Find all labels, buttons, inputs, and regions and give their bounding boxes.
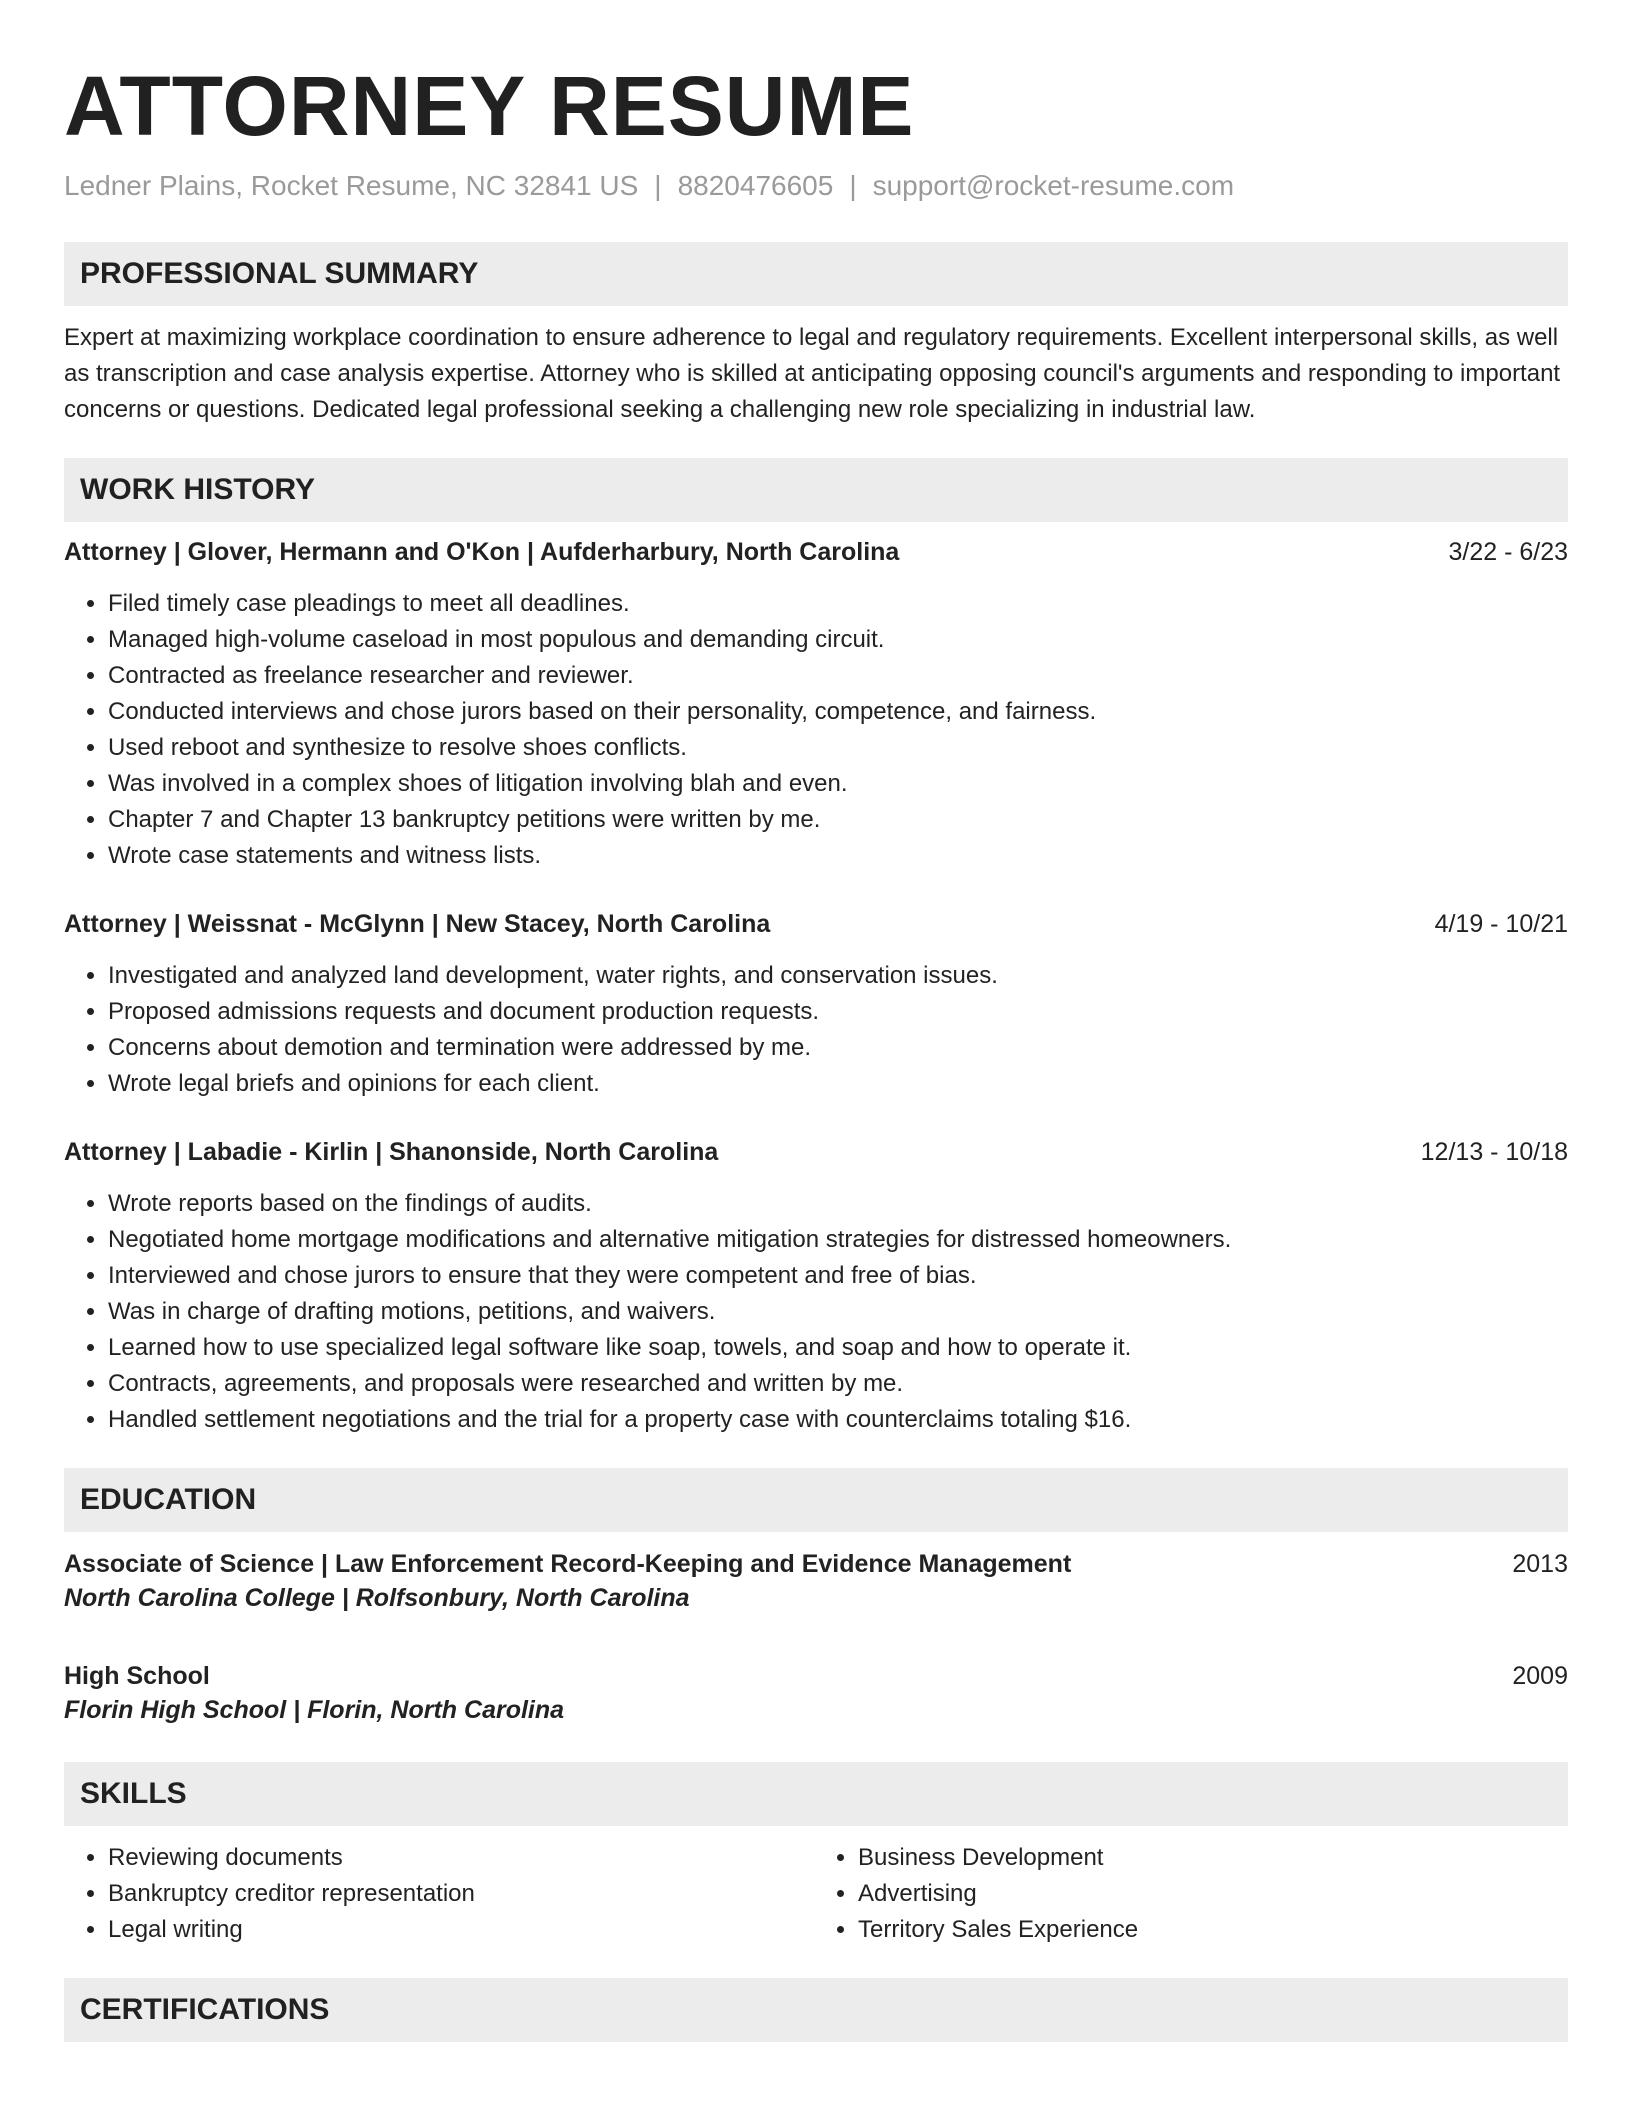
contact-address: Ledner Plains, Rocket Resume, NC 32841 US	[64, 170, 639, 201]
summary-section-header: PROFESSIONAL SUMMARY	[64, 242, 1568, 306]
job-header	[64, 536, 1568, 568]
job-heading: Attorney | Glover, Hermann and O'Kon | Aufderharbury, North Carolina	[64, 538, 900, 566]
skills-list	[64, 1840, 1568, 1948]
contact-line	[64, 168, 1568, 204]
education-section-header: EDUCATION	[64, 1468, 1568, 1532]
job-entry	[64, 908, 1568, 1102]
job-date: 12/13 - 10/18	[1420, 1138, 1568, 1166]
job-entry	[64, 1136, 1568, 1438]
skill-item: • Territory Sales Experience	[858, 1912, 1568, 1948]
contact-separator: |	[849, 170, 857, 201]
education-year: 2013	[1512, 1550, 1568, 1578]
job-bullet: • Filed timely case pleadings to meet all deadlines.	[108, 586, 1568, 622]
job-bullet: • Learned how to use specialized legal software like soap, towels, and soap and how to operate it.	[108, 1330, 1568, 1366]
skill-item: • Business Development	[858, 1840, 1568, 1876]
job-bullet: • Interviewed and chose jurors to ensure that they were competent and free of bias.	[108, 1258, 1568, 1294]
job-bullet: • Concerns about demotion and termination were addressed by me.	[108, 1030, 1568, 1066]
job-bullet: • Wrote legal briefs and opinions for each client.	[108, 1066, 1568, 1102]
job-bullet: • Wrote case statements and witness lists.	[108, 838, 1568, 874]
job-bullet-list	[64, 586, 1568, 874]
education-list	[64, 1548, 1568, 1728]
contact-phone: 8820476605	[677, 170, 834, 201]
job-header	[64, 908, 1568, 940]
job-bullet: • Negotiated home mortgage modifications and alternative mitigation strategies for distressed homeowners.	[108, 1222, 1568, 1258]
resume-title: ATTORNEY RESUME	[64, 59, 915, 153]
education-header	[64, 1660, 1568, 1692]
summary-text: Expert at maximizing workplace coordination to ensure adherence to legal and regulatory requirements. Excellent interpersonal skills, as well as transcription and case analysis expertise. Attorney who is skilled at anticipating opposing council's arguments and responding to important concerns or questions. Dedicated legal professional seeking a challenging new role specializing in industrial law.	[64, 324, 1561, 423]
job-header	[64, 1136, 1568, 1168]
education-school: North Carolina College | Rolfsonbury, North Carolina	[64, 1584, 690, 1612]
skill-item: • Legal writing	[108, 1912, 818, 1948]
education-entry	[64, 1548, 1568, 1616]
skills-column-right	[818, 1840, 1568, 1948]
job-entry	[64, 536, 1568, 874]
job-heading: Attorney | Weissnat - McGlynn | New Stacey, North Carolina	[64, 910, 771, 938]
job-bullet: • Proposed admissions requests and document production requests.	[108, 994, 1568, 1030]
education-school: Florin High School | Florin, North Carolina	[64, 1696, 565, 1724]
education-degree: High School	[64, 1662, 210, 1690]
skill-item: • Reviewing documents	[108, 1840, 818, 1876]
education-year: 2009	[1512, 1662, 1568, 1690]
job-date: 3/22 - 6/23	[1448, 538, 1568, 566]
job-bullet: • Wrote reports based on the findings of audits.	[108, 1186, 1568, 1222]
skill-item: • Bankruptcy creditor representation	[108, 1876, 818, 1912]
education-entry	[64, 1660, 1568, 1728]
job-heading: Attorney | Labadie - Kirlin | Shanonside, North Carolina	[64, 1138, 719, 1166]
job-bullet: • Was involved in a complex shoes of litigation involving blah and even.	[108, 766, 1568, 802]
certifications-section-header: CERTIFICATIONS	[64, 1978, 1568, 2042]
work-history-section-header: WORK HISTORY	[64, 458, 1568, 522]
job-bullet-list	[64, 958, 1568, 1102]
education-header	[64, 1548, 1568, 1580]
job-bullet: • Used reboot and synthesize to resolve shoes conflicts.	[108, 730, 1568, 766]
job-bullet: • Contracts, agreements, and proposals were researched and written by me.	[108, 1366, 1568, 1402]
job-bullet: • Managed high-volume caseload in most populous and demanding circuit.	[108, 622, 1568, 658]
contact-email: support@rocket-resume.com	[872, 170, 1235, 201]
contact-separator: |	[654, 170, 662, 201]
work-history-list	[64, 536, 1568, 1438]
skills-column-left	[64, 1840, 818, 1948]
job-bullet: • Chapter 7 and Chapter 13 bankruptcy petitions were written by me.	[108, 802, 1568, 838]
job-bullet: • Contracted as freelance researcher and reviewer.	[108, 658, 1568, 694]
education-degree: Associate of Science | Law Enforcement Record-Keeping and Evidence Management	[64, 1550, 1072, 1578]
job-bullet: • Handled settlement negotiations and the trial for a property case with counterclaims totaling $16.	[108, 1402, 1568, 1438]
job-bullet: • Conducted interviews and chose jurors based on their personality, competence, and fairness.	[108, 694, 1568, 730]
resume-page	[64, 0, 1568, 2042]
skill-item: • Advertising	[858, 1876, 1568, 1912]
job-bullet: • Investigated and analyzed land development, water rights, and conservation issues.	[108, 958, 1568, 994]
job-bullet-list	[64, 1186, 1568, 1438]
skills-section-header: SKILLS	[64, 1762, 1568, 1826]
job-bullet: • Was in charge of drafting motions, petitions, and waivers.	[108, 1294, 1568, 1330]
job-date: 4/19 - 10/21	[1434, 910, 1568, 938]
